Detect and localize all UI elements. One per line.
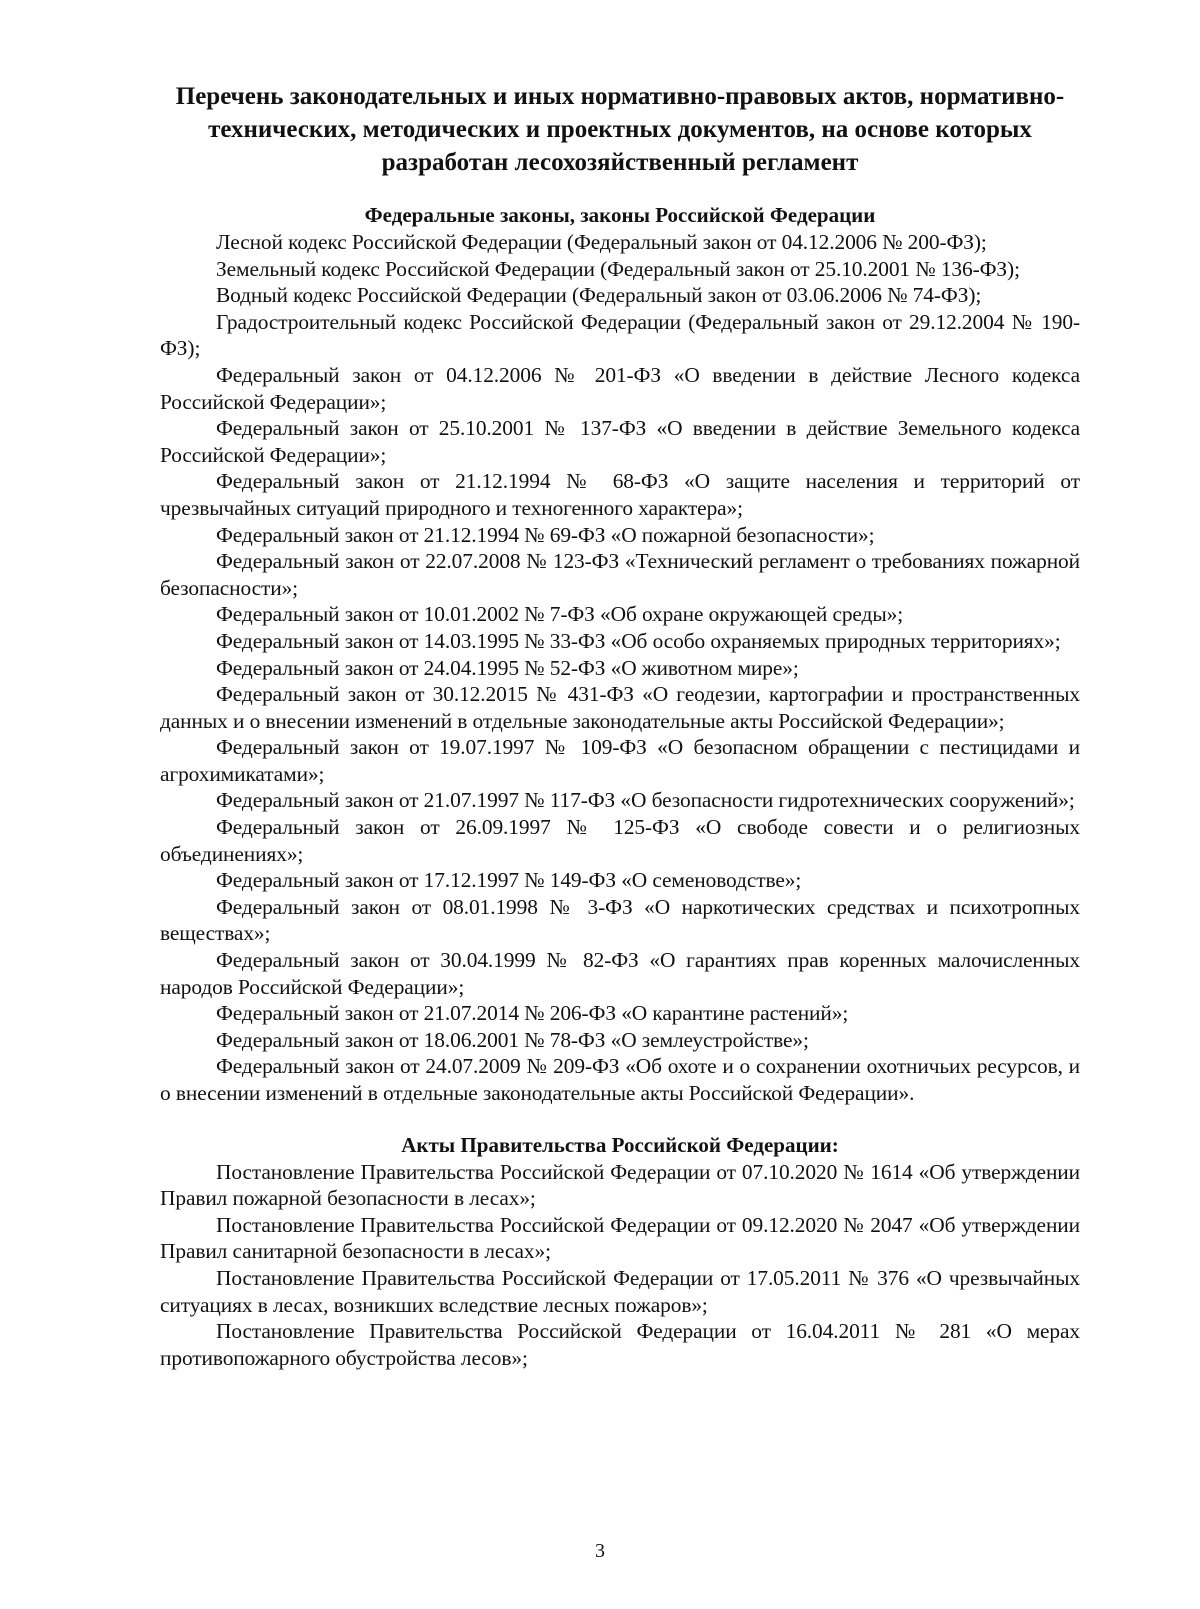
- list-item: Федеральный закон от 18.06.2001 № 78-ФЗ «О землеустройстве»;: [216, 1027, 809, 1052]
- list-item: Водный кодекс Российской Федерации (Федеральный закон от 03.06.2006 № 74-ФЗ);: [216, 283, 982, 308]
- list-item: Федеральный закон от 30.12.2015 № 431-ФЗ «О геодезии, картографии и пространственных данных и о внесении изменений в отдельные законодательные акты Российской Федерации»;: [160, 682, 1080, 733]
- list-item: Федеральный закон от 08.01.1998 № 3-ФЗ «О наркотических средствах и психотропных веществах»;: [160, 894, 1080, 946]
- list-item: Постановление Правительства Российской Федерации от 09.12.2020 № 2047 «Об утверждении Правил санитарной безопасности в лесах»;: [160, 1212, 1080, 1264]
- page-number: 3: [595, 1540, 605, 1562]
- list-item: Федеральный закон от 17.12.1997 № 149-ФЗ «О семеноводстве»;: [216, 868, 802, 893]
- list-item: Градостроительный кодекс Российской Федерации (Федеральный закон от 29.12.2004 № 190-ФЗ);: [160, 309, 1080, 361]
- list-item: Федеральный закон от 30.04.1999 № 82-ФЗ «О гарантиях прав коренных малочисленных народов Российской Федерации»;: [160, 948, 1080, 999]
- list-item: Федеральный закон от 10.01.2002 № 7-ФЗ «Об охране окружающей среды»;: [216, 602, 904, 627]
- list-item: Федеральный закон от 14.03.1995 № 33-ФЗ «Об особо охраняемых природных территориях»;: [216, 628, 1061, 653]
- list-item: Федеральный закон от 26.09.1997 № 125-ФЗ «О свободе совести и о религиозных объединениях»;: [160, 815, 1080, 866]
- list-item: Федеральный закон от 22.07.2008 № 123-ФЗ «Технический регламент о требованиях пожарной безопасности»;: [160, 549, 1080, 600]
- list-item: Постановление Правительства Российской Федерации от 16.04.2011 № 281 «О мерах противопожарного обустройства лесов»;: [160, 1319, 1080, 1370]
- section-federal-laws: [160, 201, 1080, 1107]
- list-item: Постановление Правительства Российской Федерации от 17.05.2011 № 376 «О чрезвычайных ситуациях в лесах, возникших вследствие лесных пожаров»;: [160, 1265, 1080, 1317]
- document-page: [160, 80, 1080, 1371]
- list-item: Федеральный закон от 21.12.1994 № 69-ФЗ «О пожарной безопасности»;: [216, 522, 875, 547]
- list-item: Федеральный закон от 19.07.1997 № 109-ФЗ «О безопасном обращении с пестицидами и агрохимикатами»;: [160, 735, 1080, 786]
- document-title: Перечень законодательных и иных нормативно-правовых актов, нормативно-технических, методических и проектных документов, на основе которых разработан лесохозяйственный регламент: [175, 83, 1065, 176]
- section-heading: Акты Правительства Российской Федерации:: [401, 1132, 839, 1157]
- list-item: Федеральный закон от 25.10.2001 № 137-ФЗ «О введении в действие Земельного кодекса Российской Федерации»;: [160, 416, 1080, 467]
- list-item: Федеральный закон от 21.07.2014 № 206-ФЗ «О карантине растений»;: [216, 1001, 849, 1026]
- list-item: Федеральный закон от 21.12.1994 № 68-ФЗ «О защите населения и территорий от чрезвычайных ситуаций природного и техногенного характера»;: [160, 469, 1080, 520]
- list-item: Лесной кодекс Российской Федерации (Федеральный закон от 04.12.2006 № 200-ФЗ);: [216, 230, 987, 254]
- list-item: Федеральный закон от 24.04.1995 № 52-ФЗ «О животном мире»;: [216, 655, 799, 680]
- list-item: Федеральный закон от 24.07.2009 № 209-ФЗ «Об охоте и о сохранении охотничьих ресурсов, и о внесении изменений в отдельные законодательные акты Российской Федерации».: [160, 1054, 1080, 1105]
- section-government-acts: [160, 1131, 1080, 1372]
- list-item: Земельный кодекс Российской Федерации (Федеральный закон от 25.10.2001 № 136-ФЗ);: [216, 256, 1020, 281]
- list-item: Федеральный закон от 21.07.1997 № 117-ФЗ «О безопасности гидротехнических сооружений»;: [216, 788, 1075, 813]
- list-item: Постановление Правительства Российской Федерации от 07.10.2020 № 1614 «Об утверждении Правил пожарной безопасности в лесах»;: [160, 1159, 1080, 1211]
- list-item: Федеральный закон от 04.12.2006 № 201-ФЗ «О введении в действие Лесного кодекса Российской Федерации»;: [160, 362, 1080, 414]
- section-heading: Федеральные законы, законы Российской Федерации: [364, 203, 876, 227]
